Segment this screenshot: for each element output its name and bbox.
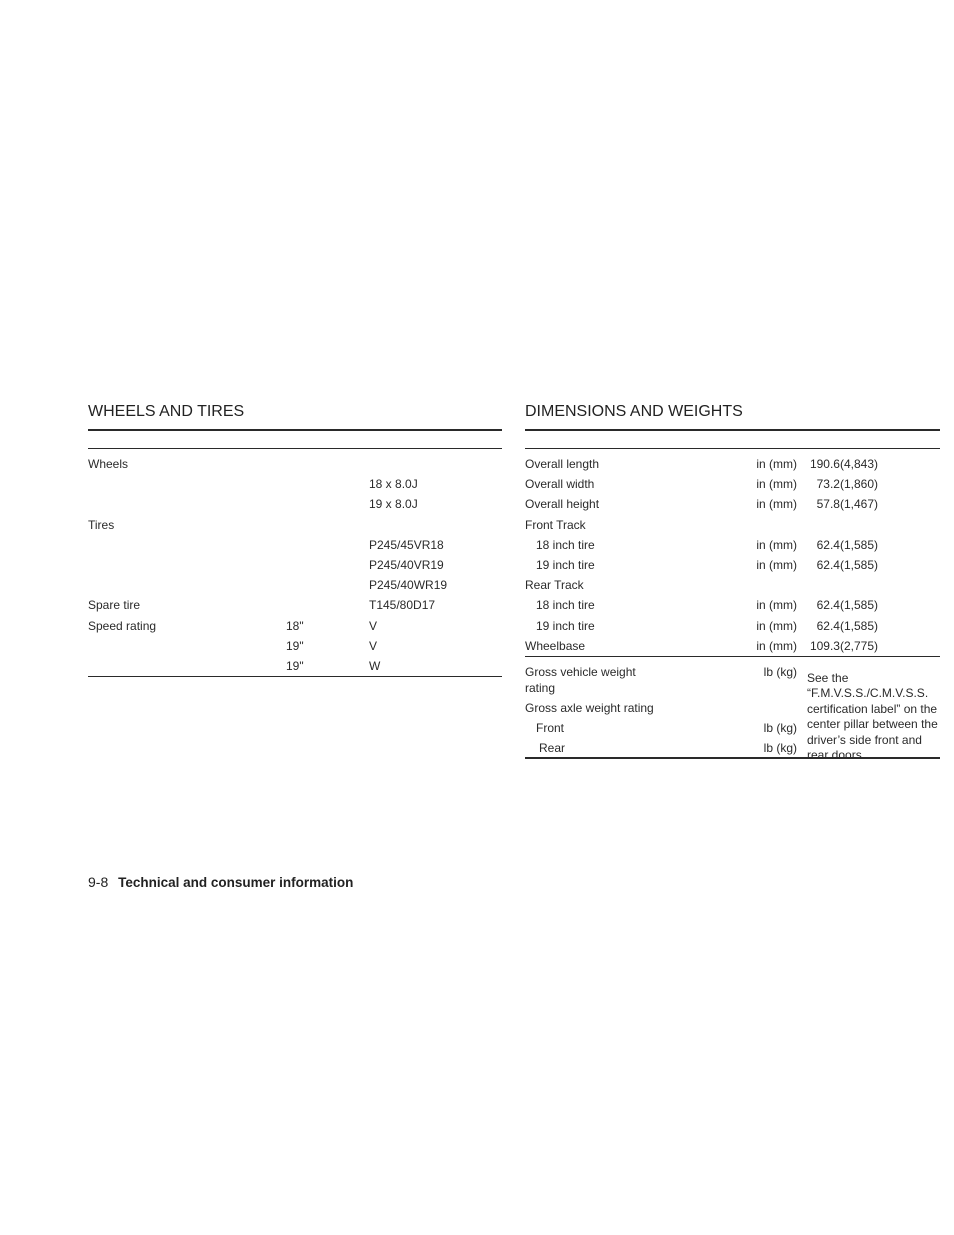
row-value: 109.3(2,775)	[809, 638, 878, 653]
row-label: 19 inch tire	[536, 618, 595, 633]
table-row	[525, 454, 940, 474]
gvwr-label-line2: rating	[525, 680, 556, 695]
table-row	[525, 515, 940, 535]
table-row	[525, 494, 940, 514]
row-value: 62.4(1,585)	[816, 557, 878, 572]
wheels-and-tires-section	[88, 401, 502, 677]
gawr-label: Gross axle weight rating	[525, 700, 654, 715]
row-label: Wheels	[88, 457, 129, 471]
row-value: V	[369, 618, 378, 633]
dimensions-and-weights-title: DIMENSIONS AND WEIGHTS	[525, 401, 940, 431]
row-unit: lb (kg)	[763, 664, 797, 679]
page-number: 9-8	[88, 874, 109, 890]
table-row	[525, 595, 940, 615]
certification-label-note: See the “F.M.V.S.S./C.M.V.S.S. certification label” on the center pillar between the driver’s side front and rear doors.	[807, 670, 938, 763]
row-label: Overall height	[525, 497, 600, 512]
row-label: 18 inch tire	[536, 537, 595, 552]
table-row	[525, 555, 940, 575]
front-label: Front	[536, 720, 565, 735]
row-value: 62.4(1,585)	[816, 537, 878, 552]
row-value: 18 x 8.0J	[369, 477, 418, 492]
row-size: 19"	[286, 658, 304, 673]
table-row	[88, 636, 502, 656]
row-unit: lb (kg)	[763, 740, 797, 755]
table-row	[88, 616, 502, 636]
row-value: 73.2(1,860)	[816, 477, 878, 492]
row-label: Speed rating	[88, 618, 157, 633]
wheels-and-tires-table	[88, 449, 502, 676]
row-value: 62.4(1,585)	[816, 618, 878, 633]
table-row	[88, 454, 502, 474]
table-row	[525, 575, 940, 595]
footer-section-title: Technical and consumer information	[118, 875, 354, 890]
row-value: W	[369, 658, 381, 673]
dimensions-and-weights-section	[525, 401, 940, 763]
row-value: P245/40WR19	[369, 578, 448, 593]
table-row	[88, 575, 502, 595]
rear-label: Rear	[539, 740, 566, 755]
table-row	[88, 494, 502, 514]
row-value: P245/45VR18	[369, 537, 444, 552]
table-row	[88, 656, 502, 676]
table-row	[88, 555, 502, 575]
row-value: 19 x 8.0J	[369, 497, 418, 512]
table-row	[88, 515, 502, 535]
row-label: Overall length	[525, 457, 600, 471]
row-value: T145/80D17	[369, 598, 436, 613]
row-unit: in (mm)	[756, 598, 797, 613]
row-value: P245/40VR19	[369, 557, 444, 572]
row-label: Overall width	[525, 477, 595, 492]
gvwr-label: Gross vehicle weight	[525, 664, 636, 679]
wheels-and-tires-title: WHEELS AND TIRES	[88, 401, 502, 431]
row-value: V	[369, 638, 378, 653]
row-label: Front Track	[525, 517, 586, 532]
row-value: 190.6(4,843)	[809, 457, 878, 471]
row-label: Wheelbase	[525, 638, 586, 653]
row-unit: in (mm)	[756, 557, 797, 572]
table-row	[88, 595, 502, 615]
row-label: Spare tire	[88, 598, 141, 613]
table-header-rule	[525, 431, 940, 449]
dimensions-table	[525, 449, 940, 656]
table-row	[88, 535, 502, 555]
row-unit: in (mm)	[756, 638, 797, 653]
row-label: Tires	[88, 517, 115, 532]
row-value: 62.4(1,585)	[816, 598, 878, 613]
row-unit: in (mm)	[756, 497, 797, 512]
table-row	[525, 535, 940, 555]
row-unit: lb (kg)	[763, 720, 797, 735]
weights-table	[525, 656, 940, 763]
row-size: 19"	[286, 638, 304, 653]
row-label: 19 inch tire	[536, 557, 595, 572]
row-value: 57.8(1,467)	[816, 497, 878, 512]
table-row	[525, 636, 940, 656]
row-label: Rear Track	[525, 578, 584, 593]
table-row	[525, 616, 940, 636]
row-unit: in (mm)	[756, 618, 797, 633]
table-row	[525, 474, 940, 494]
table-end-rule	[88, 676, 502, 677]
row-unit: in (mm)	[756, 477, 797, 492]
row-label: 18 inch tire	[536, 598, 595, 613]
table-header-rule	[88, 431, 502, 449]
row-size: 18"	[286, 618, 304, 633]
row-unit: in (mm)	[756, 537, 797, 552]
row-unit: in (mm)	[756, 457, 797, 471]
table-row	[88, 474, 502, 494]
page-footer	[88, 874, 353, 890]
